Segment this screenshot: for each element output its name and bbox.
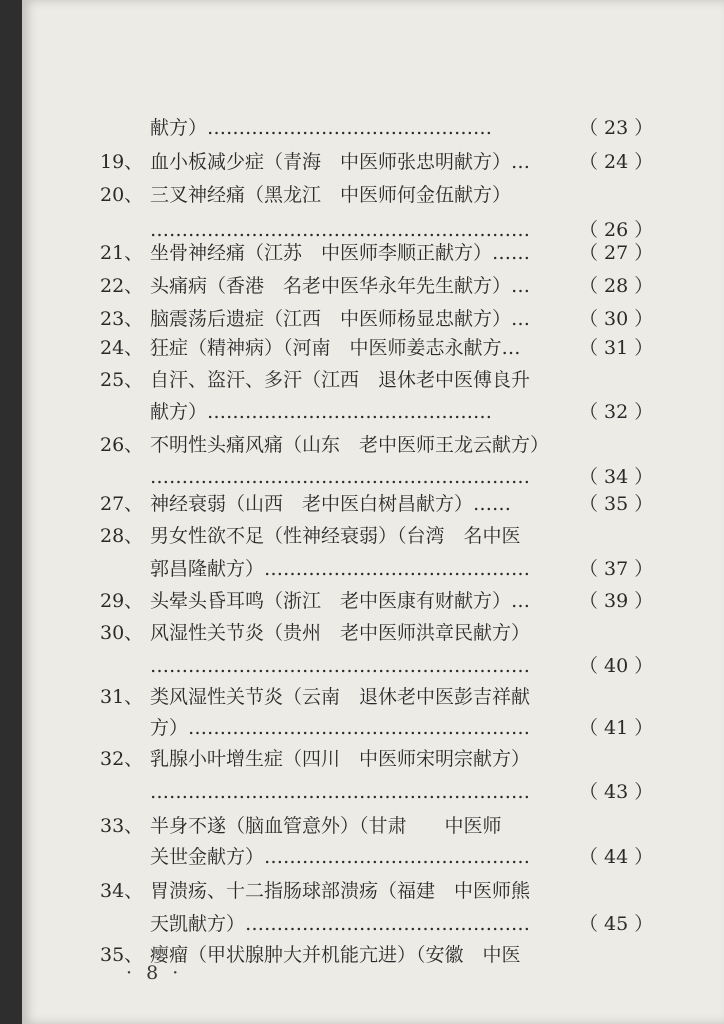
entry-text: 天凯献方）……………………………………… — [150, 913, 531, 935]
entry-page-ref: （ 39 ） — [579, 590, 654, 612]
entry-number: 24、 — [100, 337, 144, 359]
entry-number: 30、 — [100, 622, 144, 644]
toc-entry — [22, 463, 724, 491]
toc-entry — [22, 587, 724, 615]
entry-page-ref: （ 26 ） — [579, 219, 654, 241]
book-page — [22, 0, 724, 1024]
entry-text: 神经衰弱（山西 老中医白树昌献方）…… — [150, 493, 512, 515]
entry-number: 23、 — [100, 308, 144, 330]
entry-number: 34、 — [100, 880, 144, 902]
entry-text: 风湿性关节炎（贵州 老中医师洪章民献方） — [150, 622, 531, 644]
entry-page-ref: （ 44 ） — [579, 846, 654, 868]
entry-page-ref: （ 40 ） — [579, 655, 654, 677]
entry-number: 28、 — [100, 525, 144, 547]
entry-text: 脑震荡后遗症（江西 中医师杨显忠献方）… — [150, 308, 531, 330]
entry-text: 血小板减少症（青海 中医师张忠明献方）… — [150, 151, 531, 173]
toc-entry — [22, 366, 724, 394]
entry-page-ref: （ 31 ） — [579, 337, 654, 359]
entry-number: 22、 — [100, 275, 144, 297]
entry-text: 乳腺小叶增生症（四川 中医师宋明宗献方） — [150, 748, 531, 770]
toc-entry — [22, 745, 724, 773]
toc-entry — [22, 148, 724, 176]
entry-text: …………………………………………………… — [150, 466, 530, 488]
entry-number: 25、 — [100, 369, 144, 391]
entry-text: 关世金献方）…………………………………… — [150, 846, 531, 868]
entry-page-ref: （ 32 ） — [579, 401, 654, 423]
entry-number: 26、 — [100, 434, 144, 456]
toc-entry — [22, 239, 724, 267]
entry-number: 19、 — [100, 151, 144, 173]
toc-entry — [22, 272, 724, 300]
entry-text: 头晕头昏耳鸣（浙江 老中医康有财献方）… — [150, 590, 531, 612]
toc-entry — [22, 910, 724, 938]
toc-entry — [22, 714, 724, 742]
entry-text: 瘿瘤（甲状腺肿大并机能亢进）（安徽 中医 — [150, 944, 521, 966]
entry-text: 坐骨神经痛（江苏 中医师李顺正献方）…… — [150, 242, 531, 264]
entry-page-ref: （ 45 ） — [579, 913, 654, 935]
entry-page-ref: （ 41 ） — [579, 717, 654, 739]
entry-text: 半身不遂（脑血管意外）（甘肃 中医师 — [150, 815, 502, 837]
toc-entry — [22, 683, 724, 711]
entry-number: 29、 — [100, 590, 144, 612]
toc-entry — [22, 181, 724, 209]
entry-text: 献方）……………………………………… — [150, 401, 493, 423]
entry-text: 自汗、盗汗、多汗（江西 退休老中医傅良升 — [150, 369, 531, 391]
toc-entry — [22, 555, 724, 583]
entry-number: 20、 — [100, 184, 144, 206]
toc-entry — [22, 652, 724, 680]
entry-page-ref: （ 23 ） — [579, 117, 654, 139]
entry-page-ref: （ 30 ） — [579, 308, 654, 330]
entry-number: 31、 — [100, 686, 144, 708]
toc-entry — [22, 334, 724, 362]
toc-entry — [22, 398, 724, 426]
entry-text: 狂症（精神病）（河南 中医师姜志永献方… — [150, 337, 521, 359]
page-number: · 8 · — [126, 962, 183, 984]
toc-entry — [22, 877, 724, 905]
entry-page-ref: （ 27 ） — [579, 242, 654, 264]
entry-text: 不明性头痛风痛（山东 老中医师王龙云献方） — [150, 434, 550, 456]
entry-number: 27、 — [100, 493, 144, 515]
entry-text: 三叉神经痛（黑龙江 中医师何金伍献方） — [150, 184, 512, 206]
entry-text: 郭昌隆献方）…………………………………… — [150, 558, 531, 580]
entry-text: …………………………………………………… — [150, 219, 530, 241]
entry-page-ref: （ 24 ） — [579, 151, 654, 173]
entry-text: 胃溃疡、十二指肠球部溃疡（福建 中医师熊 — [150, 880, 531, 902]
entry-text: 头痛病（香港 名老中医华永年先生献方）… — [150, 275, 531, 297]
entry-page-ref: （ 28 ） — [579, 275, 654, 297]
entry-number: 21、 — [100, 242, 144, 264]
entry-text: …………………………………………………… — [150, 781, 530, 803]
entry-page-ref: （ 35 ） — [579, 493, 654, 515]
entry-page-ref: （ 43 ） — [579, 781, 654, 803]
toc-entry — [22, 778, 724, 806]
entry-number: 32、 — [100, 748, 144, 770]
entry-page-ref: （ 37 ） — [579, 558, 654, 580]
toc-entry — [22, 619, 724, 647]
toc-entry — [22, 812, 724, 840]
toc-entry — [22, 114, 724, 142]
entry-page-ref: （ 34 ） — [579, 466, 654, 488]
toc-entry — [22, 431, 724, 459]
entry-number: 35、 — [100, 944, 144, 966]
toc-entry — [22, 490, 724, 518]
toc-entry — [22, 305, 724, 333]
entry-text: 男女性欲不足（性神经衰弱）（台湾 名中医 — [150, 525, 521, 547]
entry-text: …………………………………………………… — [150, 655, 530, 677]
entry-number: 33、 — [100, 815, 144, 837]
toc-entry — [22, 522, 724, 550]
entry-text: 类风湿性关节炎（云南 退休老中医彭吉祥献 — [150, 686, 531, 708]
toc-entry — [22, 843, 724, 871]
entry-text: 方）……………………………………………… — [150, 717, 531, 739]
entry-text: 献方）……………………………………… — [150, 117, 493, 139]
